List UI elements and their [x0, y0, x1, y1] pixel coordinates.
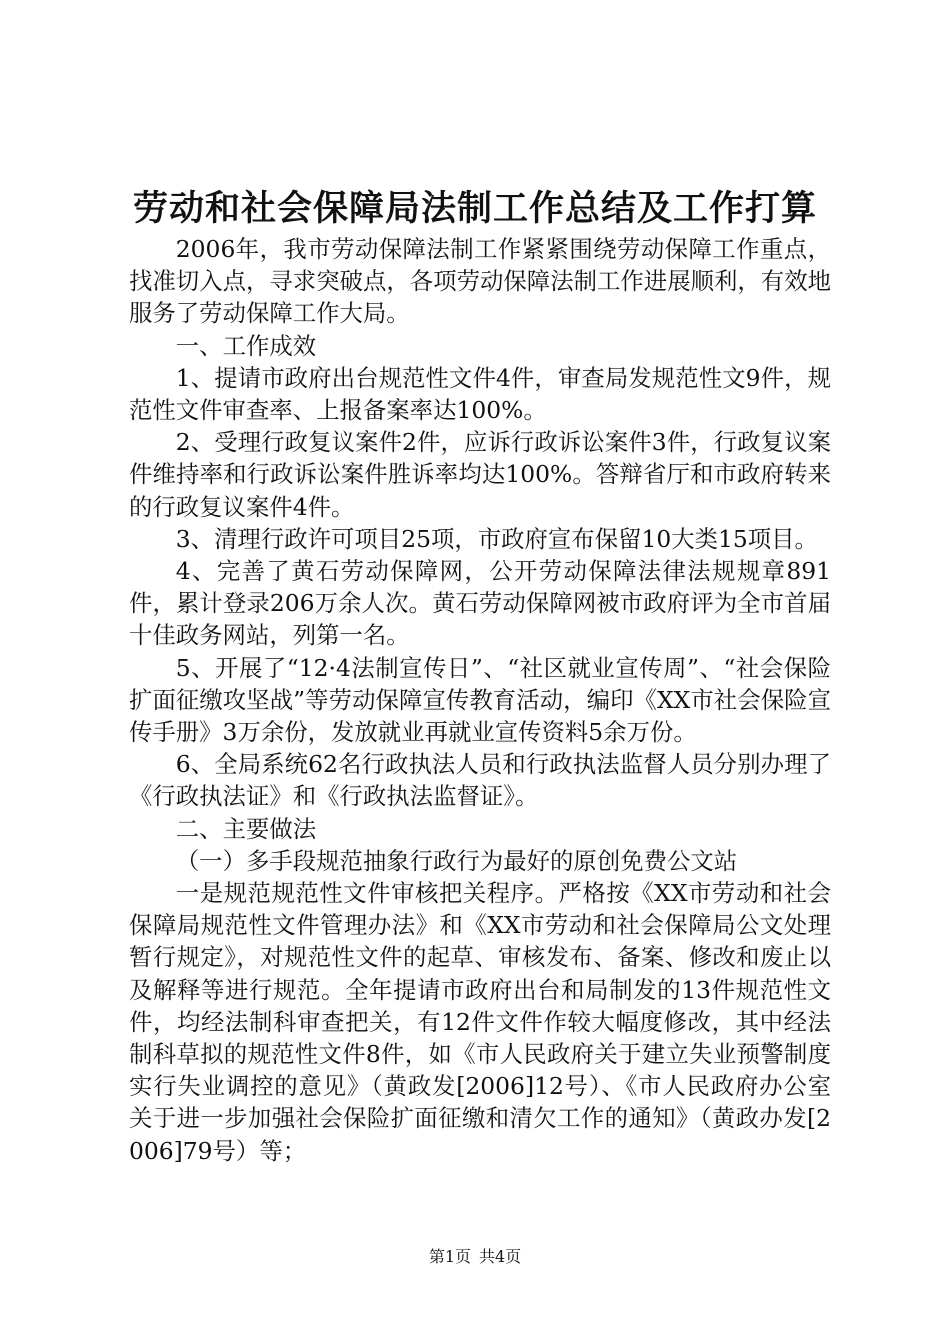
list-item-2: 2、受理行政复议案件2件，应诉行政诉讼案件3件，行政复议案件维持率和行政诉讼案件胜诉率均达100%。答辩省厅和市政府转来的行政复议案件4件。	[129, 428, 831, 521]
page-number: 第1页	[428, 1247, 471, 1266]
paragraph-practice-1: 一是规范规范性文件审核把关程序。严格按《XX市劳动和社会保障局规范性文件管理办法》和《XX市劳动和社会保障局公文处理暂行规定》，对规范性文件的起草、审核发布、备案、修改和废止以及解释等进行规范。全年提请市政府出台和局制发的13件规范性文件，均经法制科审查把关，有12件文件作较大幅度修改，其中经法制科草拟的规范性文件8件，如《市人民政府关于建立失业预警制度实行失业调控的意见》（黄政发[2006]12号）、《市人民政府办公室关于进一步加强社会保险扩面征缴和清欠工作的通知》（黄政办发[2006]79号）等；	[129, 879, 831, 1165]
list-item-4: 4、完善了黄石劳动保障网，公开劳动保障法律法规规章891件，累计登录206万余人次。黄石劳动保障网被市政府评为全市首届十佳政务网站，列第一名。	[129, 557, 831, 650]
list-item-1: 1、提请市政府出台规范性文件4件，审查局发规范性文9件，规范性文件审查率、上报备案率达100%。	[129, 363, 831, 425]
paragraph-intro: 2006年，我市劳动保障法制工作紧紧围绕劳动保障工作重点，找准切入点，寻求突破点，各项劳动保障法制工作进展顺利，有效地服务了劳动保障工作大局。	[129, 235, 831, 328]
heading-work-results: 一、工作成效	[175, 331, 317, 360]
subheading-1: （一）多手段规范抽象行政行为最好的原创免费公文站	[175, 846, 738, 875]
page-footer	[0, 1245, 950, 1269]
list-item-3: 3、清理行政许可项目25项，市政府宣布保留10大类15项目。	[175, 524, 818, 553]
heading-main-practices: 二、主要做法	[175, 814, 317, 843]
document-title: 劳动和社会保障局法制工作总结及工作打算	[132, 188, 817, 229]
list-item-5: 5、开展了“12·4法制宣传日”、“社区就业宣传周”、“社会保险扩面征缴攻坚战”等劳动保障宣传教育活动，编印《XX市社会保险宣传手册》3万余份，发放就业再就业宣传资料5余万份。	[129, 653, 831, 747]
document-body	[129, 233, 831, 1167]
page-total: 共4页	[479, 1247, 522, 1266]
list-item-6: 6、全局系统62名行政执法人员和行政执法监督人员分别办理了《行政执法证》和《行政执法监督证》。	[129, 750, 831, 811]
